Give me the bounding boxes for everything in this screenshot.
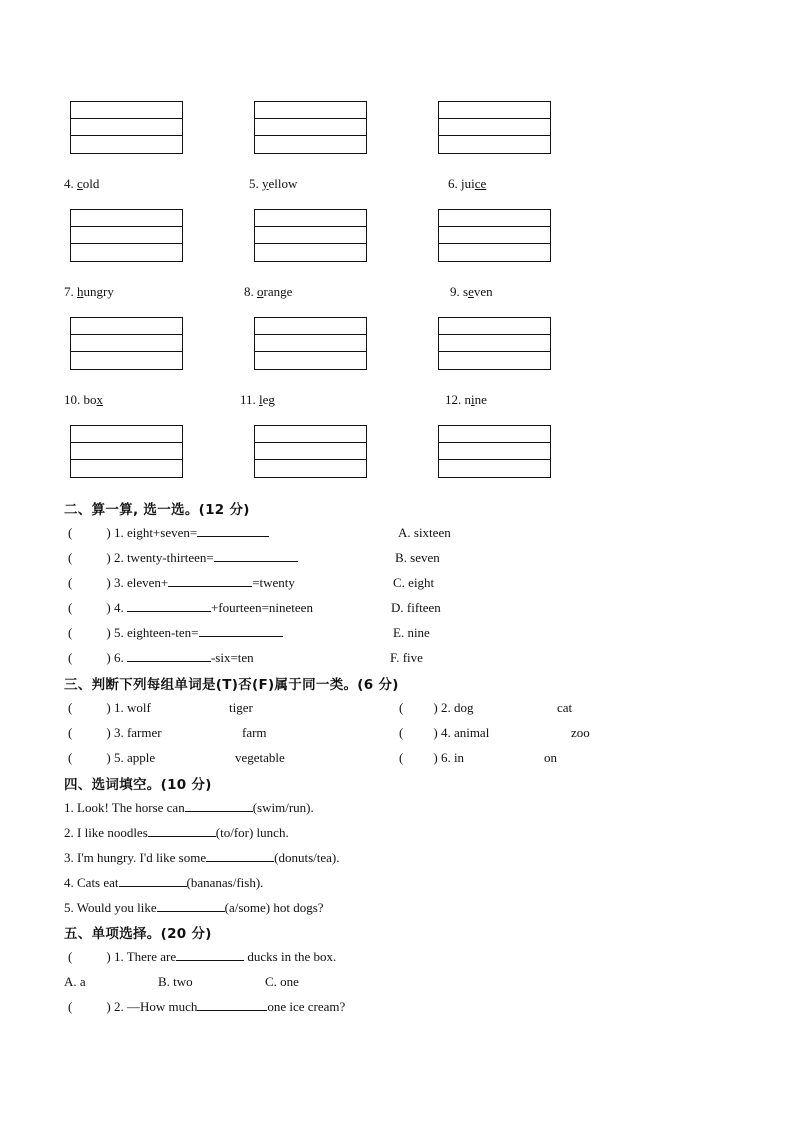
judge-item: ( ) 6. in (399, 750, 465, 765)
phonics-word: 11. leg (240, 392, 275, 407)
judge-item: ( ) 5. apple (68, 750, 156, 765)
judge-item: ( ) 2. dog (399, 700, 474, 715)
writing-grid[interactable] (254, 425, 367, 478)
answer-blank[interactable] (176, 949, 244, 961)
fill-item: 5. Would you like (a/some) hot dogs? (64, 900, 324, 915)
judge-word: cat (557, 700, 573, 715)
answer-blank[interactable] (199, 625, 283, 637)
answer-blank[interactable] (127, 600, 211, 612)
writing-grid[interactable] (438, 425, 551, 478)
mc-option: A. a (64, 974, 86, 989)
writing-grid[interactable] (254, 101, 367, 154)
phonics-word: 4. cold (64, 176, 100, 191)
judge-item: ( ) 3. farmer (68, 725, 162, 740)
answer-blank[interactable] (197, 525, 269, 537)
section-title: 三、判断下列每组单词是(T)否(F)属于同一类。(6 分) (64, 677, 399, 693)
option: C. eight (393, 575, 435, 590)
question: ( ) 1. eight+seven= (68, 525, 269, 541)
answer-blank[interactable] (197, 999, 267, 1011)
phonics-word: 12. nine (445, 392, 487, 407)
question: ( ) 3. eleven+ =twenty (68, 575, 295, 590)
phonics-word: 9. seven (450, 284, 493, 299)
mc-option: C. one (265, 974, 299, 989)
writing-grid[interactable] (70, 425, 183, 478)
fill-item: 3. I'm hungry. I'd like some (donuts/tea). (64, 850, 340, 865)
question: ( ) 2. twenty-thirteen= (68, 550, 298, 566)
answer-blank[interactable] (119, 875, 187, 887)
section-title: 五、单项选择。(20 分) (64, 926, 212, 942)
answer-blank[interactable] (214, 550, 298, 562)
phonics-word: 5. yellow (249, 176, 298, 191)
writing-grid[interactable] (70, 317, 183, 370)
answer-blank[interactable] (127, 650, 211, 662)
mc-question: ( ) 1. There are ducks in the box. (68, 949, 337, 964)
judge-item: ( ) 4. animal (399, 725, 490, 740)
answer-blank[interactable] (185, 800, 253, 812)
option: F. five (390, 650, 423, 665)
question: ( ) 5. eighteen-ten= (68, 625, 283, 641)
writing-grid[interactable] (70, 209, 183, 262)
judge-word: tiger (229, 700, 253, 715)
fill-item: 4. Cats eat (bananas/fish). (64, 875, 264, 890)
judge-word: vegetable (235, 750, 285, 765)
phonics-word: 8. orange (244, 284, 293, 299)
phonics-word: 7. hungry (64, 284, 114, 299)
answer-blank[interactable] (168, 575, 252, 587)
answer-blank[interactable] (148, 825, 216, 837)
section-title: 四、选词填空。(10 分) (64, 777, 212, 793)
section-title: 二、算一算, 选一选。(12 分) (64, 502, 250, 518)
writing-grid[interactable] (438, 317, 551, 370)
option: A. sixteen (398, 525, 451, 540)
fill-item: 2. I like noodles (to/for) lunch. (64, 825, 289, 840)
phonics-word: 6. juice (448, 176, 487, 191)
judge-word: zoo (571, 725, 590, 740)
fill-item: 1. Look! The horse can (swim/run). (64, 800, 314, 815)
option: E. nine (393, 625, 430, 640)
mc-option: B. two (158, 974, 193, 989)
judge-word: on (544, 750, 557, 765)
option: D. fifteen (391, 600, 441, 615)
mc-question: ( ) 2. —How much one ice cream? (68, 999, 346, 1014)
phonics-word: 10. box (64, 392, 103, 407)
writing-grid[interactable] (70, 101, 183, 154)
judge-item: ( ) 1. wolf (68, 700, 151, 715)
answer-blank[interactable] (157, 900, 225, 912)
writing-grid[interactable] (438, 209, 551, 262)
option: B. seven (395, 550, 440, 565)
writing-grid[interactable] (438, 101, 551, 154)
answer-blank[interactable] (206, 850, 274, 862)
question: ( ) 4. +fourteen=nineteen (68, 600, 313, 615)
judge-word: farm (242, 725, 267, 740)
question: ( ) 6. -six=ten (68, 650, 254, 665)
writing-grid[interactable] (254, 209, 367, 262)
writing-grid[interactable] (254, 317, 367, 370)
